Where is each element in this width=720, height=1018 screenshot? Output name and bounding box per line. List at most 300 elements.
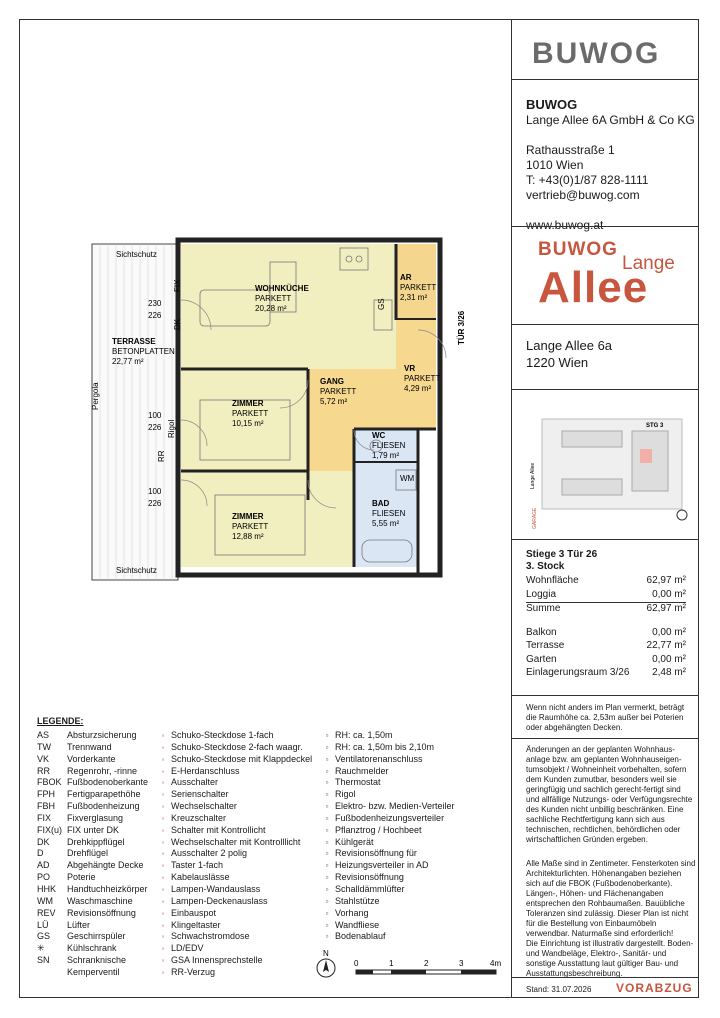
legend-abbr-text: Geschirrspüler [67,931,126,942]
legend-symbol-icon: ◦ [161,742,165,752]
unit-line2: 3. Stock [526,561,565,572]
legend-abbr: TW [37,741,51,752]
room-floor-terrasse: BETONPLATTEN [112,347,175,356]
legend-electrical-text: Kreuzschalter [171,812,227,823]
legend-electrical-row [155,789,312,801]
legend-electrical-text: GSA Innensprechstelle [171,955,263,966]
note-dimensions: Alle Maße sind in Zentimeter. Fensterkoten sind Architekturlichten. Höhenangaben beziehen sich auf die FBOK (Fußbodenoberkante). Längen-, Höhen- und Flächenangaben entsprechen den Rohbaumaßen. Bauübliche Toleranzen sind zulässig. Dieser Plan ist nicht für die Bestellung von Einbaumöbeln verwendbar. Naturmaße sind erforderlich! [526,859,696,938]
legend-other-text: Vorhang [335,907,369,918]
legend-symbol-icon: ▫ [325,920,329,930]
legend-symbol-icon: ▫ [325,884,329,894]
company-city: 1010 Wien [526,158,584,172]
legend-other-text: Revisionsöffnung [335,872,404,883]
dk-label: DK [173,318,182,330]
legend-abbr: FIX(u) [37,824,63,835]
legend-symbol-icon: ◦ [161,849,165,859]
legend-electrical-row [155,754,312,766]
legend-abbr-row [37,825,148,837]
legend-electrical-row [155,801,312,813]
legend-abbr-row [37,955,148,967]
area-value: 62,97 m² [646,575,686,586]
room-name-zimmer1: ZIMMER [232,399,264,408]
legend-symbol-icon: ◦ [161,754,165,764]
legend-symbol-icon: ▫ [325,861,329,871]
legend-electrical-text: Einbauspot [171,907,217,918]
legend-abbr-row [37,860,148,872]
room-floor-wc: FLIESEN [372,441,406,450]
legend-symbol-icon: ▫ [325,754,329,764]
legend-electrical-row [155,825,312,837]
rr-label: RR [157,450,166,462]
legend-electrical-text: Schuko-Steckdose mit Klappdeckel [171,753,313,764]
legend-electrical-row [155,872,312,884]
divider [512,226,699,227]
legend-symbol-icon: ▫ [325,802,329,812]
dim-label: 226 [148,423,162,432]
unit-line1: Stiege 3 Tür 26 [526,549,598,560]
divider [512,79,699,80]
legend-abbr: D [37,848,44,859]
legend-other-text: Wandfliese [335,919,380,930]
room-name-terrasse: TERRASSE [112,337,156,346]
legend-electrical-text: Kabelauslässe [171,872,230,883]
legend-abbr: GS [37,931,51,942]
legend-other-text: Pflanztrog / Hochbeet [335,824,422,835]
legend-abbr: FPH [37,789,55,800]
legend-electrical [155,730,312,979]
legend-electrical-text: Lampen-Deckenauslass [171,895,268,906]
legend-abbr: SN [37,955,50,966]
legend-other-row [319,730,455,742]
legend-other-row [319,801,455,813]
legend-electrical-text: E-Herdanschluss [171,765,240,776]
project-logo-word2: Allee [538,263,649,312]
area-row [526,654,686,668]
legend-abbreviations [37,730,148,979]
legend-symbol-icon: ◦ [161,920,165,930]
legend-symbol-icon: ◦ [161,813,165,823]
room-area-vr: 4,29 m² [404,384,432,393]
legend-abbr-text: Vorderkante [67,753,116,764]
area-spacer [526,617,686,627]
legend-abbr-row [37,872,148,884]
room-name-wc: WC [372,431,386,440]
project-address-line2: 1220 Wien [526,355,589,370]
legend-symbol-icon: ▫ [325,778,329,788]
area-label: Terrasse [526,640,565,651]
legend-other-text: Kühlgerät [335,836,374,847]
note-furnishing: Die Einrichtung ist illustrativ dargestellt. Boden- und Wandbeläge, Elektro-, Sanitär- und sonstige Ausstattung laut gültiger Bau- und Ausstattungsbeschreibung. [526,939,694,978]
legend-other-row [319,754,455,766]
legend-electrical-text: Schuko-Steckdose 2-fach waagr. [171,741,303,752]
legend-other-row [319,920,455,932]
company-name: BUWOG [526,97,578,112]
legend-abbr-row [37,908,148,920]
area-value: 22,77 m² [646,640,686,651]
legend-symbol-icon: ◦ [161,802,165,812]
gs-label: GS [377,298,386,310]
legend-symbol-icon: ▫ [325,873,329,883]
legend-electrical-text: RR-Verzug [171,966,216,977]
area-row [526,589,686,603]
scale-tick: 4m [490,959,502,968]
room-floor-zimmer1: PARKETT [232,409,269,418]
legend-abbr: WM [37,895,53,906]
legend-abbr: PO [37,872,51,883]
company-phone: T: +43(0)1/87 828-1111 [526,173,649,187]
legend-other-text: Schalldämmlüfter [335,883,405,894]
divider [512,738,699,739]
legend-abbr: FIX [37,812,52,823]
status-stamp: VORABZUG [616,981,693,995]
legend-symbol-icon: ◦ [161,944,165,954]
sichtschutz-bottom-label: Sichtschutz [116,566,157,575]
dim-label: 100 [148,487,162,496]
info-panel [511,19,699,998]
room-floor-bad: FLIESEN [372,509,406,518]
legend-abbr-text: Kühlschrank [67,943,117,954]
legend-other-text: Elektro- bzw. Medien-Verteiler [335,801,455,812]
legend-abbr-text: Lüfter [67,919,91,930]
legend-abbr-row [37,742,148,754]
divider [512,324,699,325]
legend-electrical-text: Schalter mit Kontrollicht [171,824,266,835]
legend-abbr: RR [37,765,50,776]
legend-abbr-text: Fixverglasung [67,812,124,823]
legend-symbol-icon: ◦ [161,967,165,977]
legend-abbr-text: Kemperventil [67,966,120,977]
legend-abbr-text: Fußbodenoberkante [67,777,149,788]
room-name-ar: AR [400,273,412,282]
legend-electrical-row [155,837,312,849]
legend-other-row [319,860,455,872]
legend-abbr-row [37,766,148,778]
room-area-ar: 2,31 m² [400,293,428,302]
legend-other-row [319,884,455,896]
legend-abbr-text: Poterie [67,872,96,883]
legend-symbol-icon: ◦ [161,861,165,871]
legend-electrical-text: Wechselschalter mit Kontrolllicht [171,836,301,847]
legend-other-row [319,777,455,789]
legend-electrical-row [155,967,312,979]
note-changes: Änderungen an der geplanten Wohnhaus-anlage bzw. am geplanten Wohnhauseigen-tumsobjekt / Wohneinheit vorbehalten, sofern dem Kunden zumutbar, besonders weil sie geringfügig und sachlich gerecht-fertigt sind und allfällige Nutzungs- oder Verfügungsrechte des Kunden nicht unbillig beschränken. Eine sachliche Rechtfertigung kann sich aus technischen, rechtlichen, behördlichen oder wirtschaftlichen Gründen ergeben. [526,745,693,844]
legend-electrical-text: Schwachstromdose [171,931,250,942]
legend-abbr-row [37,789,148,801]
room-fill-wohnkueche [181,244,396,369]
legend-abbr-row [37,943,148,955]
legend-electrical-text: Ausschalter [171,777,219,788]
legend-symbol-icon: ◦ [161,766,165,776]
legend-symbol-icon: ◦ [161,956,165,966]
legend-abbr: VK [37,753,50,764]
legend-abbr-text: Absturzsicherung [67,730,137,740]
legend-abbr: DK [37,836,50,847]
area-row [526,667,686,681]
floor-plan [0,0,511,700]
legend-symbol-icon: ▫ [325,742,329,752]
legend-symbol-icon: ◦ [161,837,165,847]
legend-symbol-icon: ◦ [161,825,165,835]
legend-abbr-row [37,931,148,943]
divider [512,539,699,540]
legend-other-text: Stahlstütze [335,895,380,906]
room-floor-zimmer2: PARKETT [232,522,269,531]
legend-other-row [319,908,455,920]
room-area-wohnkueche: 20,28 m² [255,304,287,313]
legend-other-row [319,742,455,754]
legend-abbr-text: Abgehängte Decke [67,860,144,871]
terrace-tiles [92,244,178,580]
legend-abbr-text: Trennwand [67,741,112,752]
company-web: www.buwog.at [526,218,604,232]
legend-symbol-icon: ◦ [161,790,165,800]
legend-symbol-icon: ▫ [325,766,329,776]
wm-label: WM [400,474,415,483]
area-value: 62,97 m² [646,603,686,614]
legend-electrical-text: Ausschalter 2 polig [171,848,248,859]
site-street-label: Lange Allee [530,462,536,489]
legend-abbr-text: Fertigparapethöhe [67,789,141,800]
legend-abbr: REV [37,907,56,918]
area-value: 0,00 m² [652,653,686,665]
legend-electrical-row [155,742,312,754]
legend-other-text: RH: ca. 1,50m bis 2,10m [335,741,435,752]
legend-symbol-icon: ◦ [161,778,165,788]
legend-symbol-icon: ▫ [325,849,329,859]
area-row [526,627,686,641]
legend-symbol-icon: ◦ [161,908,165,918]
legend-other-text: Thermostat [335,777,381,788]
site-garage-label: GARAGE [532,507,538,529]
legend-other-text: Bodenablauf [335,931,386,942]
room-floor-wohnkueche: PARKETT [255,294,292,303]
note-room-height: Wenn nicht anders im Plan vermerkt, beträgt die Raumhöhe ca. 2,53m außer bei Poterien oder abgehängten Decken. [526,703,685,732]
legend-symbol-icon: ▫ [325,932,329,942]
legend-electrical-text: Schuko-Steckdose 1-fach [171,730,274,740]
site-stair-label: STG 3 [646,423,664,429]
buwog-logo: BUWOG [532,37,661,70]
legend-other-text: Ventilatorenanschluss [335,753,423,764]
room-area-zimmer1: 10,15 m² [232,419,264,428]
legend-symbol-icon: ◦ [161,896,165,906]
legend-abbr: LÜ [37,919,49,930]
legend-abbr: AD [37,860,50,871]
room-area-terrasse: 22,77 m² [112,357,144,366]
dim-label: 226 [148,311,162,320]
legend-electrical-row [155,766,312,778]
legend-abbr-text: Revisionsöffnung [67,907,136,918]
legend-abbr-text: Regenrohr, -rinne [67,765,138,776]
legend-abbr: FBH [37,801,55,812]
room-fill-zimmer2 [181,471,354,567]
company-street: Rathausstraße 1 [526,143,615,157]
room-area-wc: 1,79 m² [372,451,400,460]
divider [512,977,699,978]
legend-symbol-icon: ▫ [325,813,329,823]
legend-abbr-text: Fußbodenheizung [67,801,140,812]
legend-abbr-row [37,848,148,860]
legend-electrical-text: Wechselschalter [171,801,237,812]
legend-other-row [319,837,455,849]
legend-electrical-row [155,908,312,920]
legend-electrical-text: Serienschalter [171,789,229,800]
legend-other-text: Rigol [335,789,356,800]
legend-abbr-text: Waschmaschine [67,895,133,906]
legend-symbol-icon: ◦ [161,731,165,740]
legend-electrical-row [155,730,312,742]
legend-symbol-icon: ▫ [325,896,329,906]
scale-and-north [310,950,510,990]
legend-electrical-row [155,860,312,872]
legend-electrical-text: LD/EDV [171,943,204,954]
legend-electrical-row [155,848,312,860]
divider [512,695,699,696]
legend-other-text: Heizungsverteiler in AD [335,860,429,871]
legend-abbr-text: Drehflügel [67,848,109,859]
legend-electrical-row [155,884,312,896]
area-label: Einlagerungsraum 3/26 [526,667,630,678]
company-entity: Lange Allee 6A GmbH & Co KG [526,113,695,127]
legend-other [319,730,455,943]
legend-symbol-icon: ▫ [325,825,329,835]
fix-label: FIX [173,279,182,292]
legend-other-row [319,813,455,825]
legend-other-text: Fußbodenheizungsverteiler [335,812,445,823]
legend-other-row [319,848,455,860]
scale-tick: 1 [389,959,394,968]
project-address [526,337,612,371]
room-fill-vr [396,319,436,369]
legend-other-row [319,789,455,801]
dim-label: 100 [148,411,162,420]
room-name-vr: VR [404,364,416,373]
legend-other-row [319,766,455,778]
legend-abbr-text: Drehkippflügel [67,836,125,847]
legend-other-row [319,825,455,837]
legend-electrical-row [155,777,312,789]
room-name-bad: BAD [372,499,390,508]
room-area-gang: 5,72 m² [320,397,348,406]
legend-abbr-row [37,920,148,932]
scale-tick: 2 [424,959,429,968]
legend-symbol-icon: ▫ [325,908,329,918]
legend-abbr: HHK [37,883,57,894]
legend-abbr: FBOK [37,777,62,788]
legend-other-row [319,896,455,908]
area-row [526,640,686,654]
legend-symbol-icon: ▫ [325,790,329,800]
legend-symbol-icon: ◦ [161,873,165,883]
legend-electrical-row [155,896,312,908]
legend-abbr: AS [37,730,50,740]
room-name-gang: GANG [320,377,344,386]
project-logo-brand: BUWOG [538,239,618,260]
legend-other-text: Revisionsöffnung für [335,848,417,859]
legend-other-text: RH: ca. 1,50m [335,730,393,740]
area-value: 0,00 m² [652,588,686,600]
legend-abbr-text: Schranknische [67,955,127,966]
legend-abbr: ✳ [37,943,45,954]
site-plan [522,409,694,534]
legend-electrical-row [155,943,312,955]
legend-abbr-row [37,777,148,789]
legend-abbr-row [37,896,148,908]
stand-date: Stand: 31.07.2026 [526,985,592,994]
room-area-zimmer2: 12,88 m² [232,532,264,541]
project-logo-word1: Lange [622,253,675,274]
scale-tick: 0 [354,959,359,968]
legend-symbol-icon: ◦ [161,932,165,942]
company-info [526,97,695,233]
legend-abbr-row [37,801,148,813]
room-floor-vr: PARKETT [404,374,441,383]
legend-abbr-text: Handtuchheizkörper [67,883,148,894]
unit-info [526,549,597,573]
dim-label: 226 [148,499,162,508]
room-name-zimmer2: ZIMMER [232,512,264,521]
north-label: N [323,950,329,958]
area-label: Garten [526,653,557,665]
scale-tick: 3 [459,959,464,968]
area-label: Wohnfläche [526,575,579,586]
divider [512,389,699,390]
legend-electrical-row [155,813,312,825]
legend-other-row [319,931,455,943]
room-area-bad: 5,55 m² [372,519,400,528]
project-logo [538,239,678,319]
legend-electrical-text: Taster 1-fach [171,860,224,871]
legend-abbr-row [37,813,148,825]
legend [37,716,455,977]
dim-label: 230 [148,299,162,308]
legend-symbol-icon: ◦ [161,884,165,894]
legend-abbr-row [37,730,148,742]
legend-title: LEGENDE: [37,716,84,726]
legend-other-row [319,872,455,884]
legend-electrical-row [155,955,312,967]
area-value: 2,48 m² [652,667,686,678]
legend-electrical-row [155,920,312,932]
room-floor-gang: PARKETT [320,387,357,396]
legend-symbol-icon: ▫ [325,731,329,740]
area-table [526,575,686,681]
area-row [526,602,686,617]
project-address-line1: Lange Allee 6a [526,338,613,353]
compass-icon [677,510,687,520]
legend-abbr-row [37,837,148,849]
area-value: 0,00 m² [652,626,686,638]
area-label: Balkon [526,626,557,638]
legend-abbr-row [37,884,148,896]
sichtschutz-top-label: Sichtschutz [116,250,157,259]
area-row [526,575,686,589]
legend-abbr-row [37,754,148,766]
area-label: Loggia [526,588,557,600]
room-floor-ar: PARKETT [400,283,437,292]
area-label: Summe [526,603,561,614]
legend-electrical-text: Klingeltaster [171,919,221,930]
legend-other-text: Rauchmelder [335,765,389,776]
legend-abbr-row [37,967,148,979]
pergola-label: Pergola [91,382,100,410]
legend-electrical-row [155,931,312,943]
company-email: vertrieb@buwog.com [526,188,640,202]
entry-door-label: TÜR 3/26 [457,310,466,345]
legend-electrical-text: Lampen-Wandauslass [171,883,261,894]
rigol-label: Rigol [167,419,176,438]
legend-symbol-icon: ▫ [325,837,329,847]
legend-abbr-text: FIX unter DK [67,824,120,835]
